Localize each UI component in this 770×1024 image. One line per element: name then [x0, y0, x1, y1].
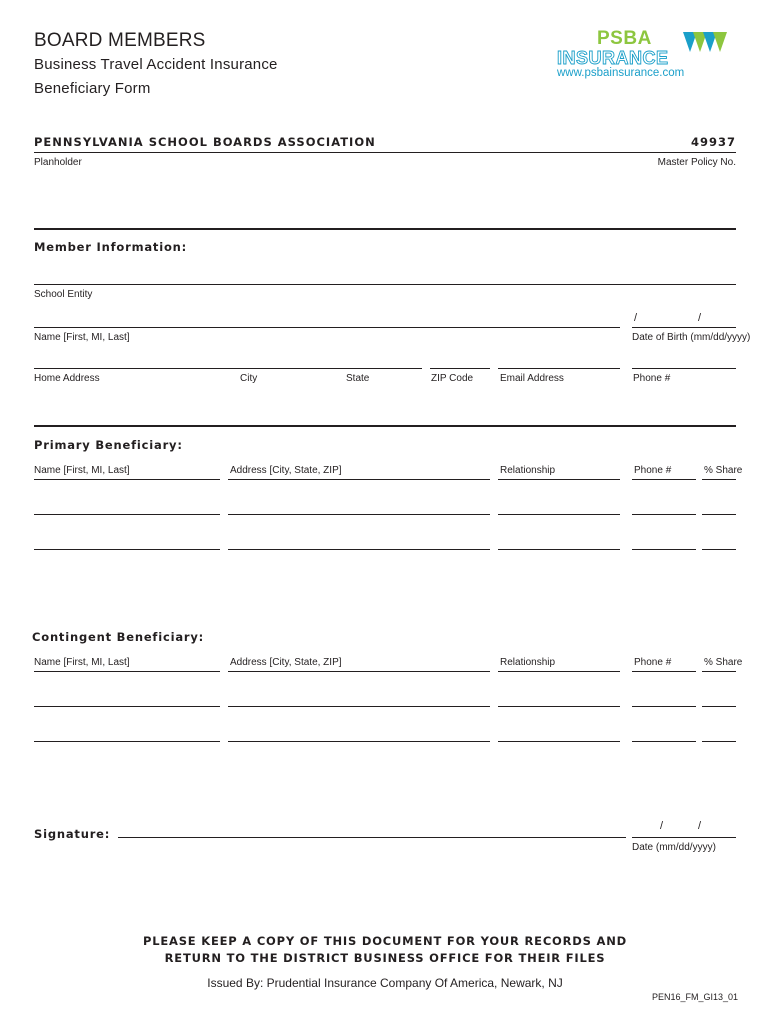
primary-phone-field[interactable] — [632, 514, 696, 515]
signature-label: Signature: — [34, 827, 111, 841]
planholder-line — [34, 152, 736, 153]
signature-field[interactable] — [118, 837, 626, 838]
signature-date-label: Date (mm/dd/yyyy) — [632, 842, 716, 853]
logo-word: INSURANCE — [557, 48, 669, 68]
primary-name-field[interactable] — [34, 514, 220, 515]
contingent-name-field[interactable] — [34, 706, 220, 707]
contingent-phone-field[interactable] — [632, 741, 696, 742]
zip-field[interactable] — [430, 368, 490, 369]
primary-relationship-field[interactable] — [498, 549, 620, 550]
contingent-address-field[interactable] — [228, 706, 490, 707]
primary-share-header: % Share — [704, 465, 743, 476]
primary-relationship-header: Relationship — [500, 465, 556, 476]
email-label: Email Address — [500, 373, 564, 384]
zip-label: ZIP Code — [431, 373, 474, 384]
phone-label: Phone # — [633, 373, 671, 384]
chevron-logo-icon — [683, 32, 727, 54]
primary-address-field[interactable] — [228, 549, 490, 550]
primary-relationship-field[interactable] — [498, 514, 620, 515]
date-separator: / — [660, 820, 664, 832]
footer-instruction-line2: RETURN TO THE DISTRICT BUSINESS OFFICE FOR THEIR FILES — [164, 951, 606, 965]
phone-field[interactable] — [632, 368, 736, 369]
member-info-heading: Member Information: — [34, 240, 188, 254]
school-entity-label: School Entity — [34, 289, 93, 300]
contingent-phone-header: Phone # — [634, 657, 672, 668]
signature-date-field[interactable] — [632, 837, 736, 838]
header-underline — [228, 671, 490, 672]
state-label: State — [346, 373, 370, 384]
header-underline — [34, 479, 220, 480]
primary-phone-field[interactable] — [632, 549, 696, 550]
header-underline — [34, 671, 220, 672]
planholder-label: Planholder — [34, 157, 82, 168]
header-underline — [702, 479, 736, 480]
section-divider — [34, 425, 736, 427]
email-field[interactable] — [498, 368, 620, 369]
contingent-address-header: Address [City, State, ZIP] — [230, 657, 342, 668]
contingent-share-field[interactable] — [702, 706, 736, 707]
header-underline — [632, 479, 696, 480]
dob-label: Date of Birth (mm/dd/yyyy) — [632, 332, 751, 343]
date-separator: / — [698, 820, 702, 832]
form-code: PEN16_FM_GI13_01 — [651, 992, 738, 1002]
contingent-name-header: Name [First, MI, Last] — [34, 657, 130, 668]
member-name-label: Name [First, MI, Last] — [34, 332, 130, 343]
psba-insurance-logo — [555, 30, 735, 82]
issued-by: Issued By: Prudential Insurance Company Of America, Newark, NJ — [207, 976, 563, 990]
policy-number-value: 49937 — [690, 135, 736, 149]
primary-address-field[interactable] — [228, 514, 490, 515]
logo-url: www.psbainsurance.com — [557, 67, 685, 79]
header-underline — [702, 671, 736, 672]
dob-separator: / — [698, 312, 702, 324]
header-underline — [498, 671, 620, 672]
dob-field[interactable] — [632, 327, 736, 328]
primary-share-field[interactable] — [702, 514, 736, 515]
header-underline — [498, 479, 620, 480]
contingent-relationship-field[interactable] — [498, 706, 620, 707]
member-name-field[interactable] — [34, 327, 620, 328]
header-underline — [228, 479, 490, 480]
footer-instruction-line1: PLEASE KEEP A COPY OF THIS DOCUMENT FOR YOUR RECORDS AND — [143, 934, 627, 948]
contingent-share-header: % Share — [704, 657, 743, 668]
home-address-field[interactable] — [34, 368, 422, 369]
form-title: BOARD MEMBERS — [34, 30, 206, 51]
contingent-beneficiary-heading: Contingent Beneficiary: — [32, 630, 205, 644]
primary-share-field[interactable] — [702, 549, 736, 550]
primary-address-header: Address [City, State, ZIP] — [230, 465, 342, 476]
section-divider — [34, 228, 736, 230]
form-subtitle: Business Travel Accident Insurance — [34, 56, 278, 73]
contingent-name-field[interactable] — [34, 741, 220, 742]
contingent-address-field[interactable] — [228, 741, 490, 742]
contingent-relationship-field[interactable] — [498, 741, 620, 742]
primary-name-header: Name [First, MI, Last] — [34, 465, 130, 476]
planholder-value: PENNSYLVANIA SCHOOL BOARDS ASSOCIATION — [34, 135, 376, 149]
logo-brand: PSBA — [597, 28, 652, 49]
policy-number-label: Master Policy No. — [657, 157, 736, 168]
contingent-phone-field[interactable] — [632, 706, 696, 707]
header-underline — [632, 671, 696, 672]
contingent-relationship-header: Relationship — [500, 657, 556, 668]
primary-phone-header: Phone # — [634, 465, 672, 476]
contingent-share-field[interactable] — [702, 741, 736, 742]
school-entity-field[interactable] — [34, 284, 736, 285]
home-address-label: Home Address — [34, 373, 100, 384]
dob-separator: / — [634, 312, 638, 324]
primary-beneficiary-heading: Primary Beneficiary: — [34, 438, 183, 452]
primary-name-field[interactable] — [34, 549, 220, 550]
form-name: Beneficiary Form — [34, 80, 151, 97]
city-label: City — [240, 373, 258, 384]
